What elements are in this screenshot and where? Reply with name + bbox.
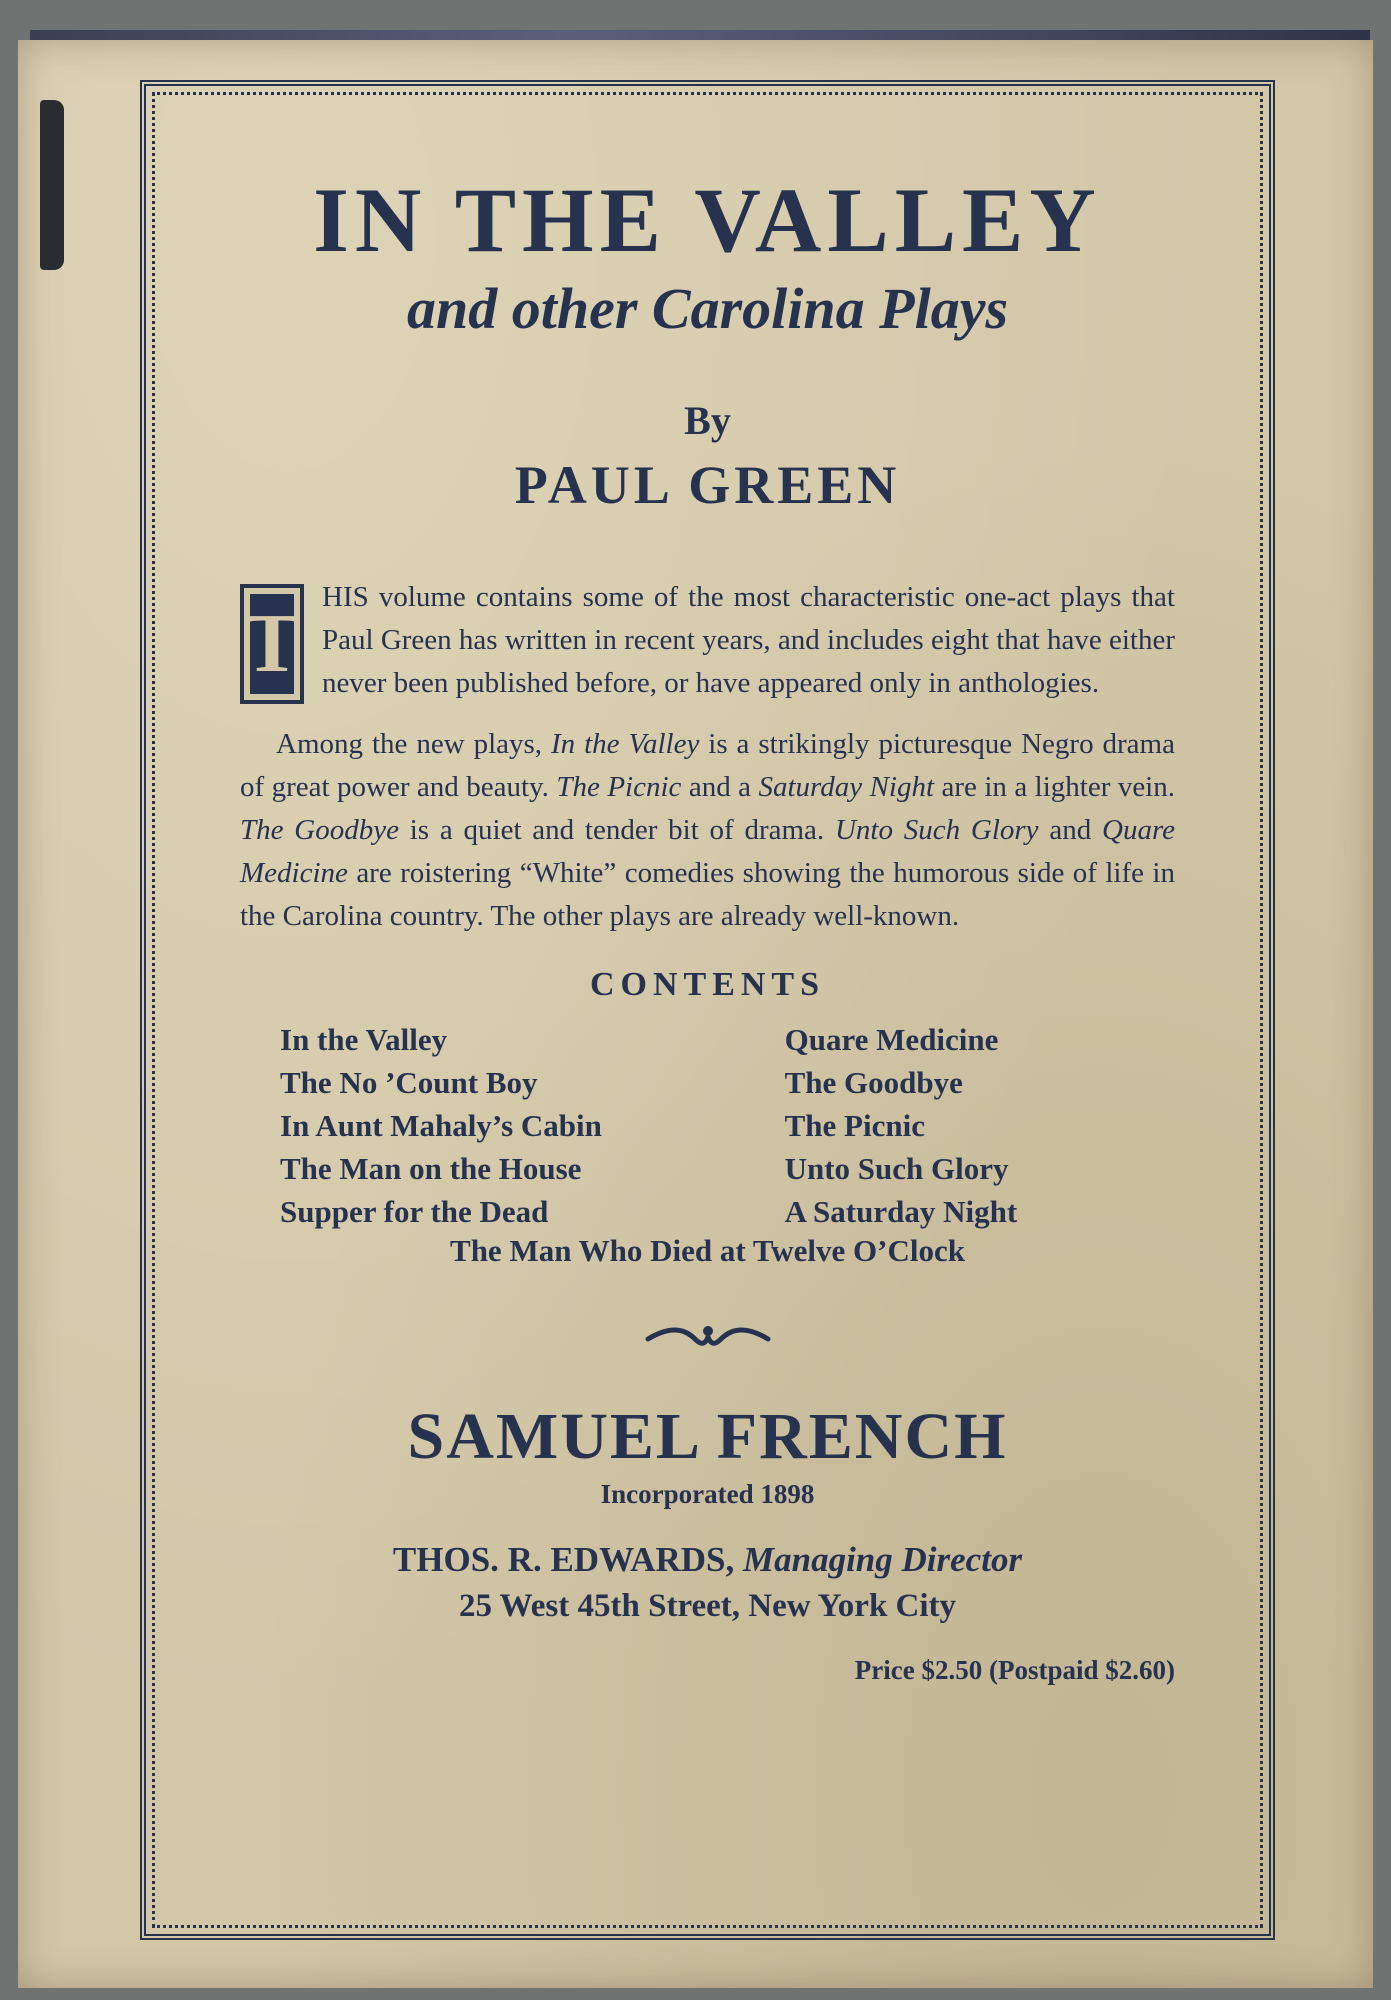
para2-text: is a strikingly picturesque Negro drama of great power and beauty.: [240, 728, 1175, 804]
book-title: IN THE VALLEY: [313, 169, 1102, 271]
director-name: THOS. R. EDWARDS,: [392, 1540, 735, 1580]
flourish-ornament-icon: [240, 1319, 1175, 1359]
managing-director: [240, 1540, 1175, 1580]
torn-edge: [40, 100, 64, 270]
play-title-italic: Unto Such Glory: [834, 814, 1039, 847]
contents-list: [280, 1018, 1135, 1233]
para2-text: are roistering “White” comedies showing the humorous side of life in the Carolina country. The other plays are already well-known.: [240, 857, 1175, 933]
contents-item: The No ’Count Boy: [280, 1065, 538, 1101]
play-title-italic: The Picnic: [556, 771, 682, 804]
incorporated-line: Incorporated 1898: [600, 1479, 815, 1510]
para2-text: Among the new plays,: [276, 728, 551, 761]
play-title-italic: In the Valley: [550, 728, 700, 761]
contents-item: In Aunt Mahaly’s Cabin: [280, 1108, 602, 1144]
contents-item: The Man on the House: [280, 1151, 582, 1187]
play-title-italic: The Goodbye: [240, 814, 399, 847]
price-line: Price $2.50 (Postpaid $2.60): [854, 1655, 1175, 1686]
author-name: PAUL GREEN: [514, 455, 901, 516]
dropcap-ornament: [240, 584, 304, 704]
contents-heading: CONTENTS: [589, 966, 826, 1004]
contents-item: Supper for the Dead: [280, 1194, 549, 1230]
contents-right-column: [725, 1018, 1135, 1233]
director-title: Managing Director: [743, 1540, 1023, 1580]
publisher-address: 25 West 45th Street, New York City: [458, 1588, 957, 1625]
play-title-italic: Quare Medicine: [240, 814, 1176, 890]
contents-item: The Goodbye: [784, 1065, 963, 1101]
contents-item: Unto Such Glory: [784, 1151, 1009, 1187]
blurb-paragraph-1: HIS volume contains some of the most characteristic one-act plays that Paul Green has written in recent years, and includes eight that have either never been published before, or have appeared only in anthologies.: [322, 581, 1175, 700]
by-label: By: [684, 398, 731, 444]
jacket-text: [240, 150, 1175, 1686]
contents-item: In the Valley: [280, 1022, 448, 1058]
contents-item: Quare Medicine: [784, 1022, 999, 1058]
contents-item: The Picnic: [784, 1108, 925, 1144]
para2-text: is a quiet and tender bit of drama.: [398, 814, 835, 847]
para2-text: and a: [681, 771, 759, 804]
para2-text: and: [1038, 814, 1102, 847]
play-title-italic: Saturday Night: [758, 771, 935, 804]
para2-text: are in a lighter vein.: [934, 771, 1175, 804]
book-subtitle: and other Carolina Plays: [406, 276, 1009, 342]
blurb-paragraph-2: [240, 723, 1175, 938]
blurb: [240, 576, 1175, 938]
publisher-name: SAMUEL FRENCH: [407, 1400, 1008, 1474]
contents-left-column: [280, 1018, 690, 1233]
contents-item-last: The Man Who Died at Twelve O’Clock: [450, 1233, 965, 1269]
contents-item: A Saturday Night: [784, 1194, 1018, 1230]
dropcap-letter: T: [244, 597, 301, 691]
